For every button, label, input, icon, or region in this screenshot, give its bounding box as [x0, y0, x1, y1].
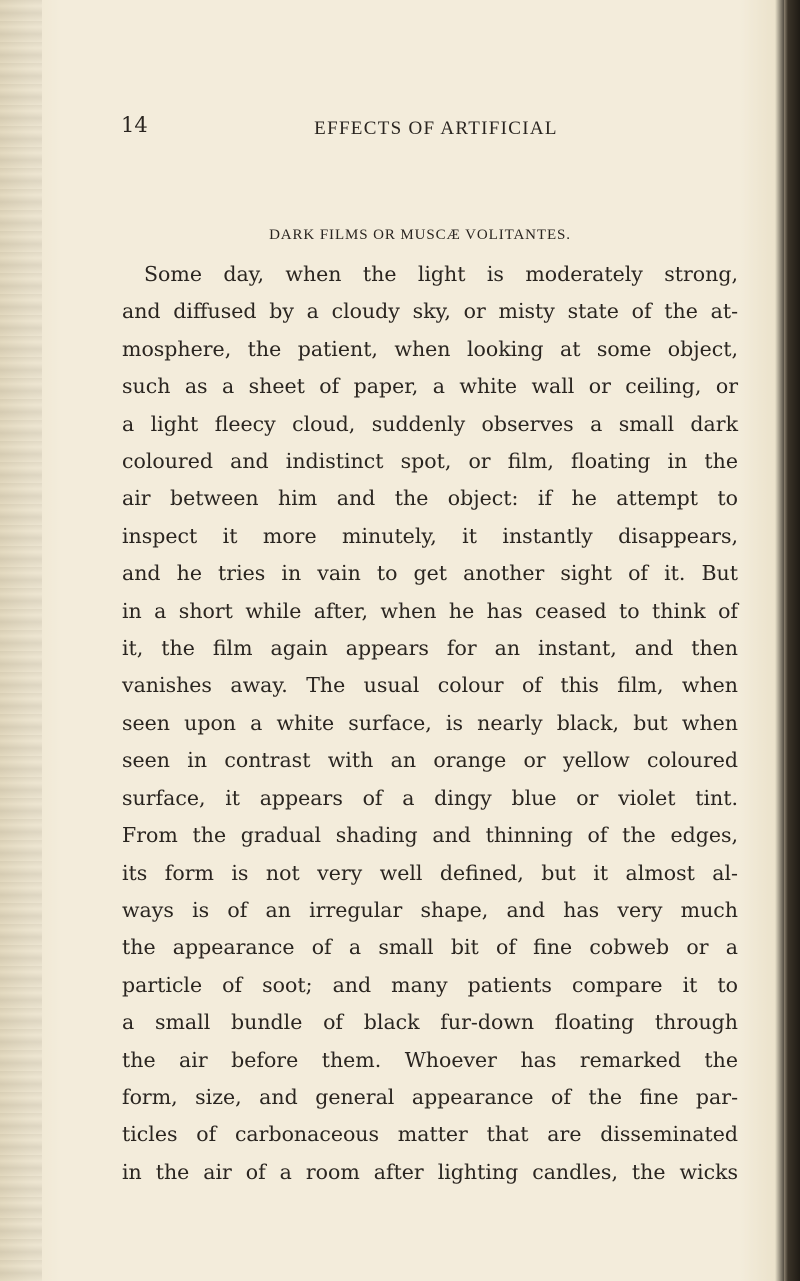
text-line: a small bundle of black fur-down floating through [122, 1010, 738, 1035]
text-line: ways is of an irregular shape, and has very much [122, 897, 738, 922]
text-line: coloured and indistinct spot, or film, floating in the [122, 449, 738, 474]
text-line: the air before them. Whoever has remarked the [122, 1047, 738, 1072]
text-line: it, the film again appears for an instant, and then [122, 636, 738, 661]
text-line: in the air of a room after lighting candles, the wicks [122, 1159, 738, 1184]
text-line: surface, it appears of a dingy blue or violet tint. [122, 785, 738, 810]
text-line: ticles of carbonaceous matter that are disseminated [122, 1122, 738, 1147]
text-line: Some day, when the light is moderately strong, [144, 262, 738, 286]
text-line: seen in contrast with an orange or yellow coloured [122, 748, 738, 773]
text-line: the appearance of a small bit of fine cobweb or a [122, 935, 738, 960]
text-line: inspect it more minutely, it instantly disappears, [122, 523, 738, 548]
running-head: EFFECTS OF ARTIFICIAL [314, 118, 558, 139]
text-line: a light fleecy cloud, suddenly observes a small dark [122, 411, 738, 436]
text-line: its form is not very well defined, but it almost al- [122, 860, 738, 885]
page-right-edge [784, 0, 800, 1281]
text-line: From the gradual shading and thinning of the edges, [122, 823, 738, 848]
body-paragraph [122, 256, 738, 1191]
text-line: form, size, and general appearance of the fine par- [122, 1084, 738, 1109]
text-line: mosphere, the patient, when looking at some object, [122, 336, 738, 361]
text-line: air between him and the object: if he attempt to [122, 486, 738, 511]
text-line: such as a sheet of paper, a white wall or ceiling, or [122, 374, 738, 399]
text-line: and he tries in vain to get another sight of it. But [122, 561, 738, 586]
page-number: 14 [121, 113, 148, 137]
page-binding-edge [0, 0, 42, 1281]
text-line: and diffused by a cloudy sky, or misty state of the at- [122, 299, 738, 324]
text-line: particle of soot; and many patients compare it to [122, 972, 738, 997]
text-line: vanishes away. The usual colour of this film, when [122, 673, 738, 698]
section-heading: DARK FILMS OR MUSCÆ VOLITANTES. [269, 227, 571, 243]
text-line: seen upon a white surface, is nearly black, but when [122, 710, 738, 735]
text-line: in a short while after, when he has ceased to think of [122, 598, 738, 623]
